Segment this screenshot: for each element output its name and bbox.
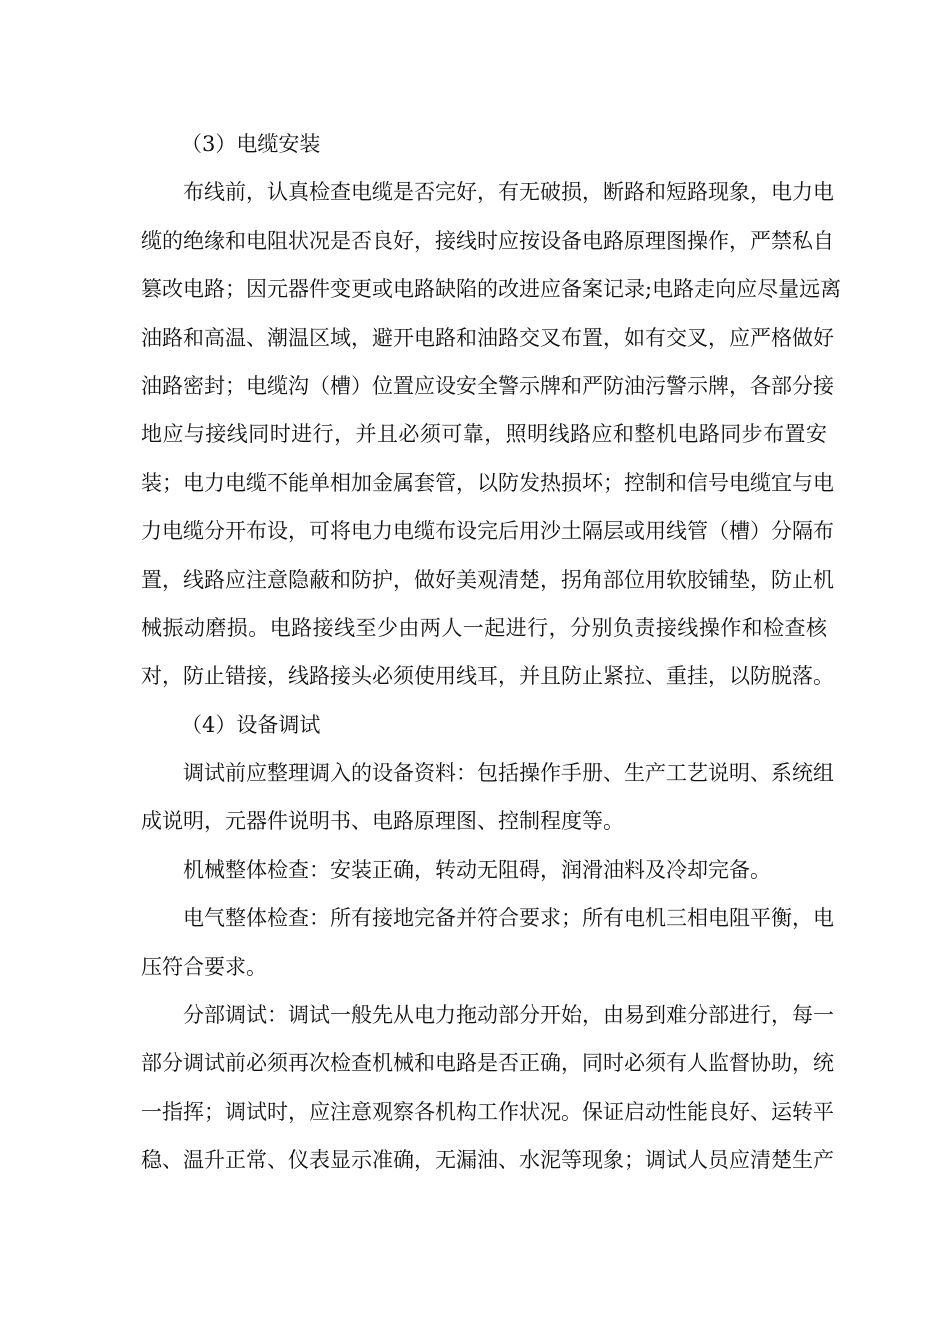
paragraph-line: 分部调试：调试一般先从电力拖动部分开始，由易到难分部进行，每一 (183, 1003, 834, 1028)
section-heading-equipment-debugging: （4）设备调试 (181, 712, 321, 737)
paragraph-line: 压符合要求。 (141, 954, 267, 979)
paragraph-line: 成说明，元器件说明书、电路原理图、控制程度等。 (141, 809, 624, 834)
paragraph-line: 对，防止错接，线路接头必须使用线耳，并且防止紧拉、重挂，以防脱落。 (141, 664, 834, 689)
paragraph-line: 部分调试前必须再次检查机械和电路是否正确，同时必须有人监督协助，统 (141, 1051, 834, 1076)
paragraph-line: 电气整体检查：所有接地完备并符合要求；所有电机三相电阻平衡，电 (183, 906, 834, 931)
paragraph-line: 机械整体检查：安装正确，转动无阻碍，润滑油料及冷却完备。 (183, 857, 771, 882)
paragraph-line: 篡改电路；因元器件变更或电路缺陷的改进应备案记录;电路走向应尽量远离 (141, 277, 842, 302)
paragraph-line: 缆的绝缘和电阻状况是否良好，接线时应按设备电路原理图操作，严禁私自 (141, 228, 834, 253)
paragraph-line: 一指挥；调试时，应注意观察各机构工作状况。保证启动性能良好、运转平 (141, 1099, 834, 1124)
paragraph-line: 布线前，认真检查电缆是否完好，有无破损，断路和短路现象，电力电 (183, 180, 834, 205)
paragraph-line: 械振动磨损。电路接线至少由两人一起进行，分别负责接线操作和检查核 (141, 615, 827, 640)
paragraph-line: 置，线路应注意隐蔽和防护，做好美观清楚，拐角部位用软胶铺垫，防止机 (141, 567, 834, 592)
document-body (141, 120, 842, 1185)
paragraph-line: 稳、温升正常、仪表显示准确，无漏油、水泥等现象；调试人员应清楚生产 (141, 1148, 834, 1173)
paragraph-line: 力电缆分开布设，可将电力电缆布设完后用沙土隔层或用线管（槽）分隔布 (141, 519, 834, 544)
section-heading-cable-installation: （3）电缆安装 (181, 132, 321, 156)
paragraph-line: 油路和高温、潮温区域，避开电路和油路交叉布置，如有交叉，应严格做好 (141, 325, 834, 350)
paragraph-line: 油路密封；电缆沟（槽）位置应设安全警示牌和严防油污警示牌，各部分接 (141, 373, 834, 398)
paragraph-line: 地应与接线同时进行，并且必须可靠，照明线路应和整机电路同步布置安 (141, 422, 827, 447)
paragraph-line: 调试前应整理调入的设备资料：包括操作手册、生产工艺说明、系统组 (183, 761, 834, 786)
paragraph-line: 装；电力电缆不能单相加金属套管，以防发热损坏；控制和信号电缆宜与电 (141, 470, 834, 495)
